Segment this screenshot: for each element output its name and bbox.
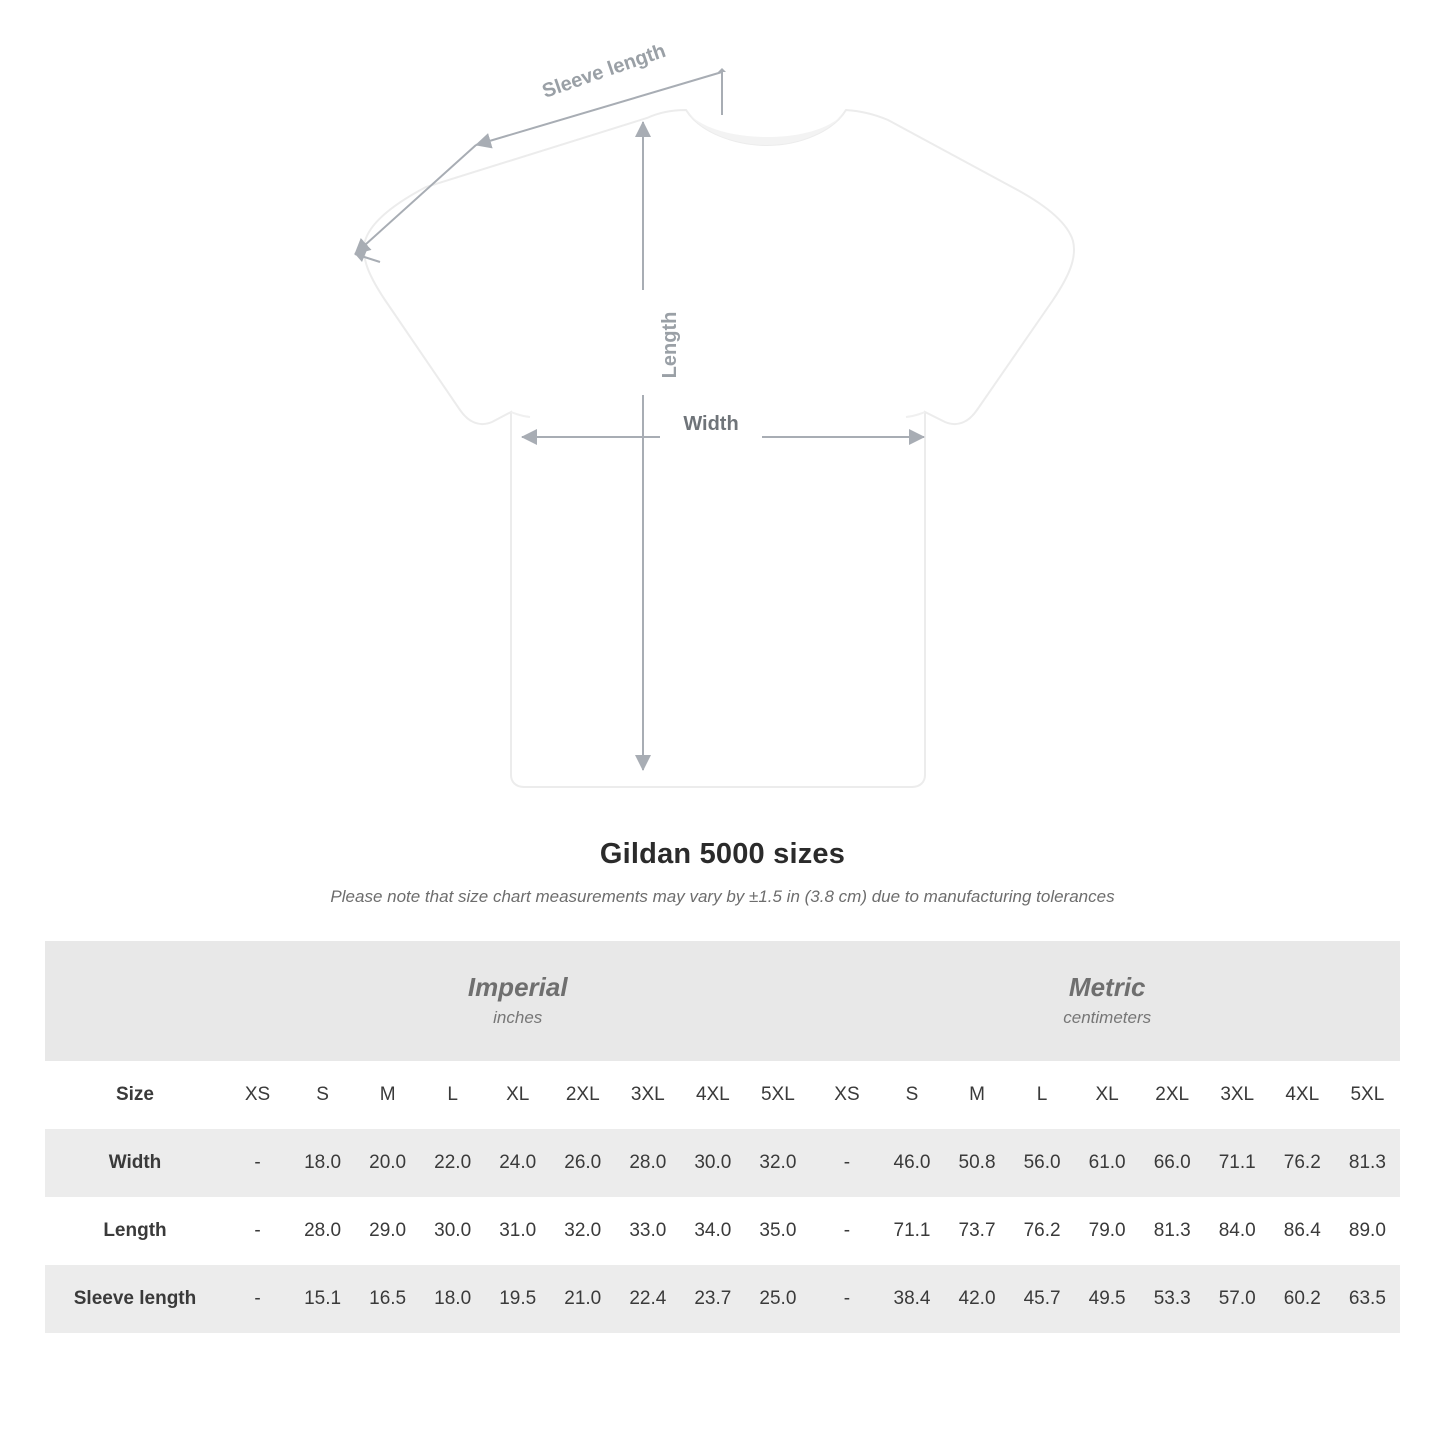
sleeve-imperial-l: 18.0 <box>420 1265 485 1333</box>
length-metric-4xl: 86.4 <box>1270 1197 1335 1265</box>
chart-note: Please note that size chart measurements may vary by ±1.5 in (3.8 cm) due to manufacturing tolerances <box>330 887 1115 906</box>
sleeve-metric-xl: 49.5 <box>1075 1265 1140 1333</box>
length-imperial-4xl: 34.0 <box>680 1197 745 1265</box>
unit-header-metric <box>814 941 1400 1061</box>
length-imperial-s: 28.0 <box>290 1197 355 1265</box>
table-row <box>45 1129 1400 1197</box>
size-header-imperial-4xl: 4XL <box>680 1061 745 1129</box>
length-imperial-2xl: 32.0 <box>550 1197 615 1265</box>
length-metric-3xl: 84.0 <box>1205 1197 1270 1265</box>
row-label-length: Length <box>45 1197 225 1265</box>
size-header-imperial-xl: XL <box>485 1061 550 1129</box>
sleeve-metric-3xl: 57.0 <box>1205 1265 1270 1333</box>
width-imperial-xs: - <box>225 1129 290 1197</box>
sleeve-imperial-5xl: 25.0 <box>745 1265 810 1333</box>
width-metric-s: 46.0 <box>879 1129 944 1197</box>
width-metric-xl: 61.0 <box>1075 1129 1140 1197</box>
size-header-imperial-l: L <box>420 1061 485 1129</box>
sleeve-metric-2xl: 53.3 <box>1140 1265 1205 1333</box>
size-header-metric-5xl: 5XL <box>1335 1061 1400 1129</box>
unit-header-row <box>45 941 1400 1061</box>
width-metric-5xl: 81.3 <box>1335 1129 1400 1197</box>
length-metric-xs: - <box>814 1197 879 1265</box>
size-header-metric-xs: XS <box>814 1061 879 1129</box>
size-header-metric-l: L <box>1010 1061 1075 1129</box>
length-metric-s: 71.1 <box>879 1197 944 1265</box>
width-imperial-m: 20.0 <box>355 1129 420 1197</box>
unit-sub-imperial: inches <box>493 1007 543 1027</box>
length-metric-xl: 79.0 <box>1075 1197 1140 1265</box>
width-metric-4xl: 76.2 <box>1270 1129 1335 1197</box>
length-imperial-m: 29.0 <box>355 1197 420 1265</box>
length-metric-2xl: 81.3 <box>1140 1197 1205 1265</box>
sleeve-imperial-xl: 19.5 <box>485 1265 550 1333</box>
size-header-imperial-2xl: 2XL <box>550 1061 615 1129</box>
sleeve-metric-xs: - <box>814 1265 879 1333</box>
size-header-imperial-s: S <box>290 1061 355 1129</box>
unit-sub-metric: centimeters <box>1063 1007 1152 1027</box>
table-row <box>45 1197 1400 1265</box>
size-header-label: Size <box>45 1061 225 1129</box>
length-metric-5xl: 89.0 <box>1335 1197 1400 1265</box>
width-metric-3xl: 71.1 <box>1205 1129 1270 1197</box>
unit-header-imperial <box>225 941 810 1061</box>
width-metric-m: 50.8 <box>945 1129 1010 1197</box>
size-header-metric-3xl: 3XL <box>1205 1061 1270 1129</box>
size-header-metric-xl: XL <box>1075 1061 1140 1129</box>
size-header-imperial-m: M <box>355 1061 420 1129</box>
length-metric-m: 73.7 <box>945 1197 1010 1265</box>
sleeve-imperial-m: 16.5 <box>355 1265 420 1333</box>
sleeve-metric-m: 42.0 <box>945 1265 1010 1333</box>
length-imperial-5xl: 35.0 <box>745 1197 810 1265</box>
size-table <box>45 941 1400 1333</box>
sleeve-metric-5xl: 63.5 <box>1335 1265 1400 1333</box>
row-label-width: Width <box>45 1129 225 1197</box>
unit-name-imperial: Imperial <box>467 972 568 1003</box>
width-imperial-4xl: 30.0 <box>680 1129 745 1197</box>
width-metric-2xl: 66.0 <box>1140 1129 1205 1197</box>
tshirt-shape <box>364 110 1074 787</box>
sleeve-imperial-2xl: 21.0 <box>550 1265 615 1333</box>
sleeve-length-label: Sleeve length <box>539 39 669 103</box>
unit-header-spacer <box>45 941 225 1061</box>
length-imperial-3xl: 33.0 <box>615 1197 680 1265</box>
sleeve-imperial-3xl: 22.4 <box>615 1265 680 1333</box>
sleeve-metric-l: 45.7 <box>1010 1265 1075 1333</box>
size-header-imperial-5xl: 5XL <box>745 1061 810 1129</box>
width-metric-l: 56.0 <box>1010 1129 1075 1197</box>
length-label: Length <box>659 311 681 379</box>
size-header-row <box>45 1061 1400 1129</box>
unit-name-metric: Metric <box>1068 972 1146 1003</box>
size-header-imperial-xs: XS <box>225 1061 290 1129</box>
width-imperial-xl: 24.0 <box>485 1129 550 1197</box>
length-imperial-xl: 31.0 <box>485 1197 550 1265</box>
size-header-metric-2xl: 2XL <box>1140 1061 1205 1129</box>
sleeve-imperial-s: 15.1 <box>290 1265 355 1333</box>
size-header-metric-s: S <box>879 1061 944 1129</box>
sleeve-imperial-4xl: 23.7 <box>680 1265 745 1333</box>
length-imperial-xs: - <box>225 1197 290 1265</box>
sleeve-metric-s: 38.4 <box>879 1265 944 1333</box>
length-imperial-l: 30.0 <box>420 1197 485 1265</box>
width-imperial-s: 18.0 <box>290 1129 355 1197</box>
length-metric-l: 76.2 <box>1010 1197 1075 1265</box>
width-imperial-3xl: 28.0 <box>615 1129 680 1197</box>
size-table-wrapper <box>45 941 1400 1333</box>
size-header-metric-m: M <box>945 1061 1010 1129</box>
table-row <box>45 1265 1400 1333</box>
row-label-sleeve-length: Sleeve length <box>45 1265 225 1333</box>
width-imperial-5xl: 32.0 <box>745 1129 810 1197</box>
width-imperial-2xl: 26.0 <box>550 1129 615 1197</box>
size-header-metric-4xl: 4XL <box>1270 1061 1335 1129</box>
size-header-imperial-3xl: 3XL <box>615 1061 680 1129</box>
width-label: Width <box>683 413 739 435</box>
sleeve-imperial-xs: - <box>225 1265 290 1333</box>
width-metric-xs: - <box>814 1129 879 1197</box>
width-imperial-l: 22.0 <box>420 1129 485 1197</box>
chart-title: Gildan 5000 sizes <box>599 838 846 870</box>
sleeve-metric-4xl: 60.2 <box>1270 1265 1335 1333</box>
